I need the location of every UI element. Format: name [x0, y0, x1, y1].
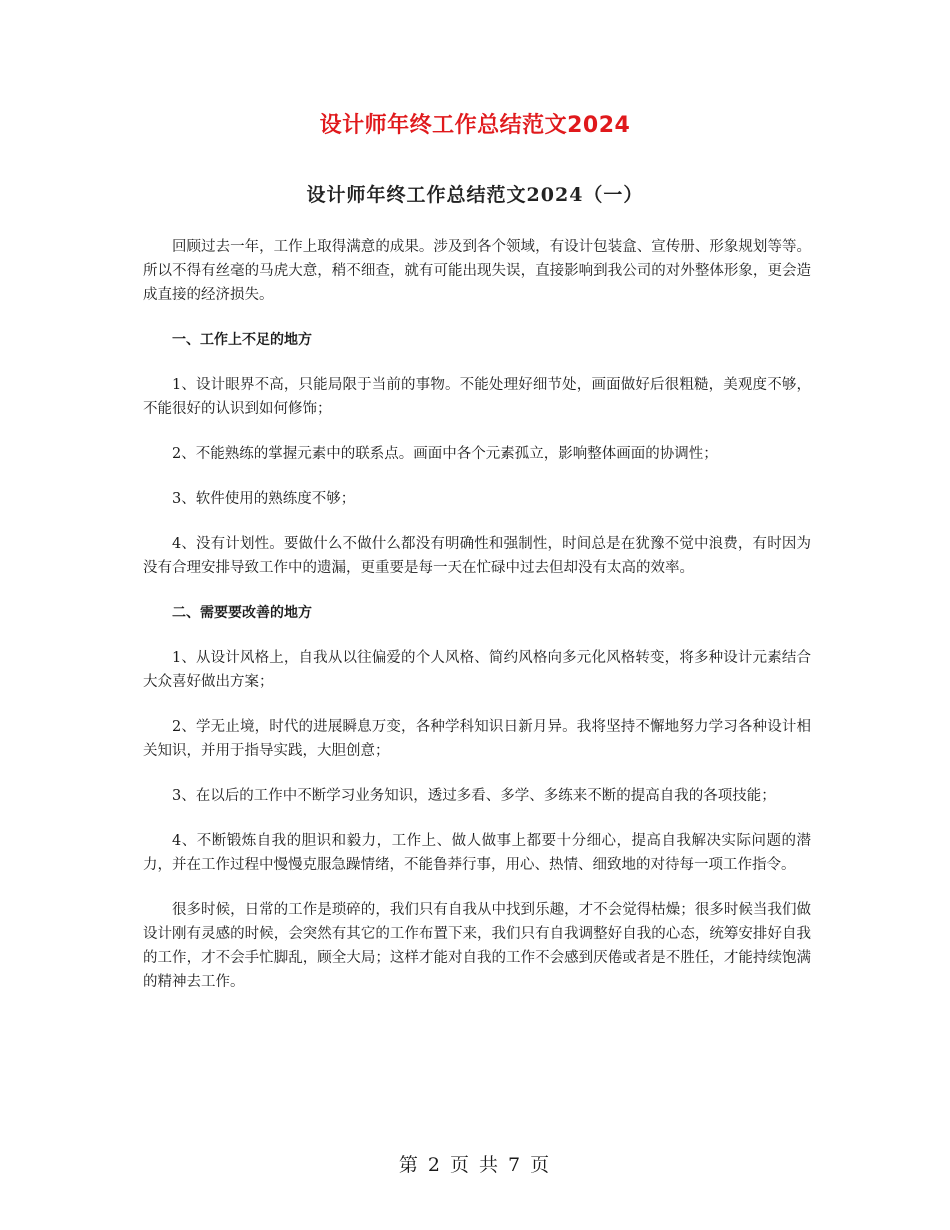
- list-item: 1、设计眼界不高，只能局限于当前的事物。不能处理好细节处，画面做好后很粗糙，美观度不够，不能很好的认识到如何修饰；: [143, 377, 811, 417]
- list-item: 2、不能熟练的掌握元素中的联系点。画面中各个元素孤立，影响整体画面的协调性；: [172, 446, 718, 462]
- list-item: 4、没有计划性。要做什么不做什么都没有明确性和强制性，时间总是在犹豫不觉中浪费，有时因为没有合理安排导致工作中的遗漏，更重要是每一天在忙碌中过去但却没有太高的效率。: [143, 536, 811, 576]
- document-title: 设计师年终工作总结范文2024: [319, 113, 631, 138]
- list-item: 4、不断锻炼自我的胆识和毅力，工作上、做人做事上都要十分细心，提高自我解决实际问题的潜力，并在工作过程中慢慢克服急躁情绪，不能鲁莽行事，用心、热情、细致地的对待每一项工作指令。: [143, 833, 811, 873]
- list-item: 2、学无止境，时代的进展瞬息万变，各种学科知识日新月异。我将坚持不懈地努力学习各种设计相关知识，并用于指导实践，大胆创意；: [143, 719, 811, 759]
- closing-paragraph: 很多时候，日常的工作是琐碎的，我们只有自我从中找到乐趣，才不会觉得枯燥；很多时候当我们做设计刚有灵感的时候，会突然有其它的工作布置下来，我们只有自我调整好自我的心态，统筹安排好自我的工作，才不会手忙脚乱，顾全大局；这样才能对自我的工作不会感到厌倦或者是不胜任，才能持续饱满的精神去工作。: [143, 902, 811, 990]
- document-subtitle: 设计师年终工作总结范文2024（一）: [306, 184, 644, 206]
- section-heading-improvements: 二、需要要改善的地方: [172, 605, 312, 621]
- document-body: [143, 235, 811, 1015]
- intro-paragraph: 回顾过去一年，工作上取得满意的成果。涉及到各个领域，有设计包装盒、宣传册、形象规划等等。所以不得有丝毫的马虎大意，稍不细查，就有可能出现失误，直接影响到我公司的对外整体形象，更会造成直接的经济损失。: [143, 239, 811, 303]
- list-item: 1、从设计风格上，自我从以往偏爱的个人风格、简约风格向多元化风格转变，将多种设计元素结合大众喜好做出方案；: [143, 650, 811, 690]
- page-number: 第 2 页 共 7 页: [398, 1154, 552, 1176]
- list-item: 3、在以后的工作中不断学习业务知识，透过多看、多学、多练来不断的提高自我的各项技能；: [172, 788, 776, 804]
- list-item: 3、软件使用的熟练度不够；: [172, 491, 356, 507]
- section-heading-shortcomings: 一、工作上不足的地方: [172, 332, 312, 348]
